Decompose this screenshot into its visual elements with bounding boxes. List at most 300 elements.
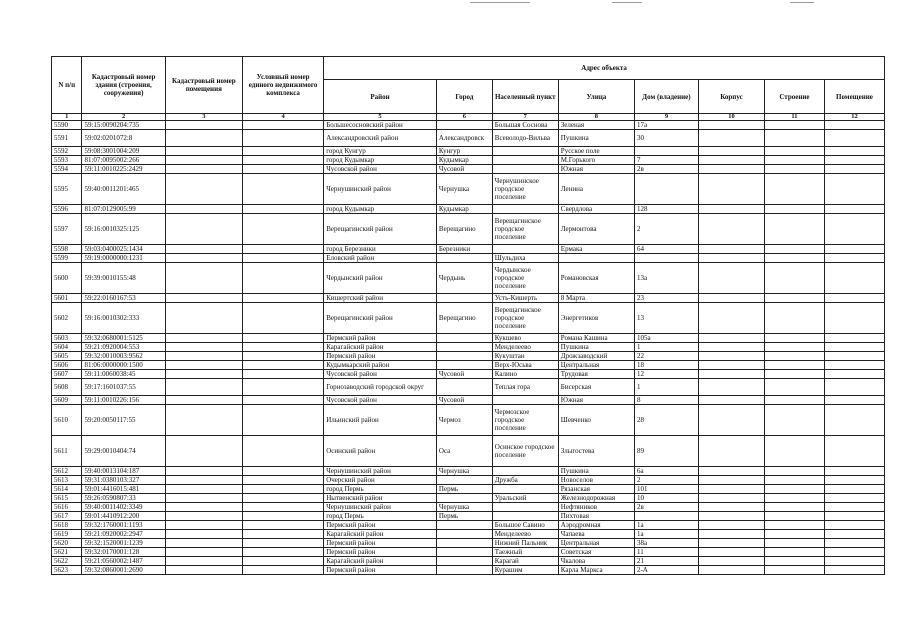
cell-cadastral-building: 59:20:0050117:55 [82,405,165,436]
cell-street: Пушкина [558,343,634,352]
cell-city: Чернушка [436,467,492,476]
cell-city: Кунгур [436,147,492,156]
cell-number: 5590 [52,121,82,130]
cell-cadastral-room [165,521,242,530]
cell-street: М.Горького [558,156,634,165]
table-row [52,494,885,503]
cell-house: 13 [634,303,698,334]
cell-district: Пермский район [324,566,437,575]
cell-cadastral-room [165,294,242,303]
cell-number: 5604 [52,343,82,352]
cell-building [764,254,824,263]
cell-cadastral-room [165,512,242,521]
cell-cadastral-building: 59:01:4416015:481 [82,485,165,494]
cell-settlement: Калино [492,370,558,379]
cell-premises [824,548,884,557]
cell-conditional-number [242,147,323,156]
cell-district: город Кунгур [324,147,437,156]
cell-conditional-number [242,485,323,494]
cell-settlement: Верещагинское городское поселение [492,214,558,245]
cell-korpus [698,205,764,214]
cell-cadastral-building: 81:06:0000000:1500 [82,361,165,370]
cell-building [764,548,824,557]
cell-street: Пихтовая [558,512,634,521]
table-row [52,557,885,566]
cell-conditional-number [242,156,323,165]
cell-premises [824,334,884,343]
cell-street: Аэродромная [558,521,634,530]
cell-district: город Березники [324,245,437,254]
cell-settlement: Менделеево [492,530,558,539]
cell-settlement: Большое Савино [492,521,558,530]
cell-korpus [698,130,764,147]
cell-city [436,254,492,263]
cell-premises [824,467,884,476]
table-row [52,503,885,512]
col-number: 11 [764,114,824,121]
table-row [52,245,885,254]
cell-street: Лермонтова [558,214,634,245]
cell-city [436,121,492,130]
cell-premises [824,494,884,503]
cell-district: Пермский район [324,539,437,548]
cell-number: 5611 [52,436,82,467]
cell-building [764,566,824,575]
cell-city [436,548,492,557]
table-row [52,263,885,294]
cell-number: 5607 [52,370,82,379]
cell-cadastral-building: 59:32:1760001:1193 [82,521,165,530]
cell-cadastral-building: 59:29:0010404:74 [82,436,165,467]
cell-premises [824,476,884,485]
cell-number: 5592 [52,147,82,156]
cell-street: Энергетиков [558,303,634,334]
cell-conditional-number [242,557,323,566]
table-row [52,205,885,214]
cell-number: 5616 [52,503,82,512]
cell-house: 89 [634,436,698,467]
cell-house: 18 [634,361,698,370]
cell-house: 2 [634,214,698,245]
cell-settlement: Всеволодо-Вильва [492,130,558,147]
col-number: 8 [558,114,634,121]
cell-cadastral-room [165,494,242,503]
cell-conditional-number [242,379,323,396]
cell-number: 5615 [52,494,82,503]
cell-house: 2-А [634,566,698,575]
cell-settlement [492,396,558,405]
cell-korpus [698,530,764,539]
cell-cadastral-building: 59:08:3001004:209 [82,147,165,156]
cell-city: Пермь [436,512,492,521]
table-row [52,130,885,147]
cell-district: Верещагинский район [324,303,437,334]
cell-house: 2в [634,165,698,174]
cell-city [436,476,492,485]
cell-settlement [492,467,558,476]
cell-korpus [698,476,764,485]
cell-district: город Пермь [324,512,437,521]
cell-settlement [492,147,558,156]
cell-cadastral-room [165,254,242,263]
cell-conditional-number [242,530,323,539]
cell-premises [824,379,884,396]
cell-cadastral-building: 59:11:0010225:2429 [82,165,165,174]
cell-settlement: Чермозское городское поселение [492,405,558,436]
cell-number: 5595 [52,174,82,205]
cell-city: Чердынь [436,263,492,294]
cell-district: город Пермь [324,485,437,494]
cell-conditional-number [242,343,323,352]
cell-building [764,467,824,476]
cell-cadastral-room [165,467,242,476]
cell-city: Чермоз [436,405,492,436]
cell-house: 22 [634,352,698,361]
cell-cadastral-building: 59:40:0011201:465 [82,174,165,205]
cell-conditional-number [242,174,323,205]
col-number: 6 [436,114,492,121]
cell-city: Верещагино [436,303,492,334]
cell-street: Романовская [558,263,634,294]
cell-city: Чернушка [436,174,492,205]
cell-house: 38а [634,539,698,548]
cell-korpus [698,294,764,303]
cell-premises [824,303,884,334]
cell-city [436,334,492,343]
cell-cadastral-building: 59:32:0010003:9562 [82,352,165,361]
cell-street: Шевченко [558,405,634,436]
cell-cadastral-room [165,530,242,539]
cell-conditional-number [242,130,323,147]
header-city: Город [436,80,492,114]
header-street: Улица [558,80,634,114]
cell-number: 5603 [52,334,82,343]
cell-korpus [698,343,764,352]
cell-number: 5600 [52,263,82,294]
cell-house: 1а [634,521,698,530]
cell-cadastral-building: 59:15:0090204:735 [82,121,165,130]
cell-korpus [698,165,764,174]
cell-korpus [698,174,764,205]
cell-street: Южная [558,165,634,174]
cell-building [764,503,824,512]
cell-conditional-number [242,494,323,503]
cell-premises [824,530,884,539]
cell-cadastral-room [165,165,242,174]
cell-district: Осинский район [324,436,437,467]
cell-number: 5591 [52,130,82,147]
cell-premises [824,165,884,174]
cell-cadastral-building: 59:40:0013104:187 [82,467,165,476]
table-row [52,165,885,174]
table-row [52,334,885,343]
cell-building [764,165,824,174]
cell-number: 5593 [52,156,82,165]
cell-korpus [698,566,764,575]
cell-korpus [698,254,764,263]
cell-cadastral-room [165,174,242,205]
cell-settlement: Менделеево [492,343,558,352]
cell-street: Ермака [558,245,634,254]
header-building: Строение [764,80,824,114]
cell-conditional-number [242,361,323,370]
cell-district: Чернушинский район [324,174,437,205]
table-row [52,214,885,245]
cell-house: 10 [634,494,698,503]
header-district: Район [324,80,437,114]
cell-street: Центральная [558,361,634,370]
cell-premises [824,436,884,467]
cell-conditional-number [242,370,323,379]
cell-premises [824,361,884,370]
cell-cadastral-building: 59:32:0170001:128 [82,548,165,557]
cell-premises [824,352,884,361]
table-row [52,254,885,263]
cell-number: 5619 [52,530,82,539]
table-row [52,476,885,485]
cell-conditional-number [242,436,323,467]
cell-building [764,539,824,548]
cell-number: 5612 [52,467,82,476]
cell-number: 5599 [52,254,82,263]
cell-korpus [698,352,764,361]
cell-cadastral-room [165,370,242,379]
cell-number: 5618 [52,521,82,530]
cell-street: Ленина [558,174,634,205]
cell-city [436,361,492,370]
cell-conditional-number [242,263,323,294]
cell-house: 28 [634,405,698,436]
cell-number: 5601 [52,294,82,303]
cell-street: 8 Марта [558,294,634,303]
cell-korpus [698,503,764,512]
cell-korpus [698,147,764,156]
cell-district: Горнозаводский городской округ [324,379,437,396]
table-row [52,396,885,405]
cell-number: 5602 [52,303,82,334]
cell-conditional-number [242,294,323,303]
cell-house: 7 [634,156,698,165]
cell-premises [824,566,884,575]
cell-house: 30 [634,130,698,147]
col-number: 4 [242,114,323,121]
table-row [52,370,885,379]
cell-korpus [698,467,764,476]
cell-korpus [698,263,764,294]
cell-district: Нытвенский район [324,494,437,503]
cell-settlement: Таежный [492,548,558,557]
cell-number: 5596 [52,205,82,214]
cell-premises [824,557,884,566]
col-number: 9 [634,114,698,121]
table-header [52,57,885,121]
cell-cadastral-building: 59:31:0380103:327 [82,476,165,485]
cell-conditional-number [242,539,323,548]
cell-premises [824,539,884,548]
cell-cadastral-room [165,503,242,512]
cell-premises [824,130,884,147]
cell-district: Еловский район [324,254,437,263]
cell-premises [824,294,884,303]
cell-city [436,379,492,396]
cell-district: Александровский район [324,130,437,147]
header-n: N п/п [52,57,82,114]
table-row [52,512,885,521]
cell-settlement [492,165,558,174]
cell-conditional-number [242,214,323,245]
cell-cadastral-room [165,263,242,294]
cell-street: Романа Кашина [558,334,634,343]
header-house: Дом (владение) [634,80,698,114]
cell-district: Карагайский район [324,557,437,566]
cell-settlement [492,512,558,521]
cell-korpus [698,436,764,467]
cell-house: 11 [634,548,698,557]
cell-settlement: Чернушинское городское поселение [492,174,558,205]
cell-settlement: Дружба [492,476,558,485]
cell-number: 5608 [52,379,82,396]
cell-district: Пермский район [324,352,437,361]
cell-number: 5610 [52,405,82,436]
cell-conditional-number [242,405,323,436]
cell-city: Верещагино [436,214,492,245]
cell-korpus [698,370,764,379]
cell-house [634,254,698,263]
cell-cadastral-room [165,485,242,494]
cell-cadastral-room [165,334,242,343]
cell-korpus [698,379,764,396]
cell-cadastral-building: 59:32:0680001:5125 [82,334,165,343]
cell-conditional-number [242,396,323,405]
cell-city: Кудымкар [436,156,492,165]
cell-house [634,174,698,205]
cell-cadastral-building: 59:40:0011402:3349 [82,503,165,512]
table-row [52,156,885,165]
cell-settlement: Карагай [492,557,558,566]
cell-settlement: Осинское городское поселение [492,436,558,467]
table-row [52,294,885,303]
col-number: 3 [165,114,242,121]
cell-cadastral-building: 59:17:1601037:55 [82,379,165,396]
cell-city [436,352,492,361]
cell-street: Центральная [558,539,634,548]
cell-premises [824,370,884,379]
cell-building [764,294,824,303]
table-row [52,530,885,539]
cell-number: 5605 [52,352,82,361]
cell-district: Верещагинский район [324,214,437,245]
table-row [52,361,885,370]
cell-street: Пушкина [558,130,634,147]
cell-number: 5617 [52,512,82,521]
cell-premises [824,343,884,352]
cell-cadastral-room [165,121,242,130]
cell-settlement: Большая Соснова [492,121,558,130]
cell-premises [824,405,884,436]
cell-house: 1 [634,343,698,352]
cell-korpus [698,214,764,245]
table-row [52,521,885,530]
cell-house: 21 [634,557,698,566]
cell-city: Чусовой [436,165,492,174]
cell-building [764,512,824,521]
cell-korpus [698,405,764,436]
cell-settlement: Чердынское городское поселение [492,263,558,294]
cell-city [436,294,492,303]
cell-settlement [492,485,558,494]
cell-district: Чернушинский район [324,503,437,512]
cell-city: Чернушка [436,503,492,512]
property-registry-table [51,56,885,575]
cell-settlement: Теплая гора [492,379,558,396]
table-row [52,548,885,557]
cell-street: Железнодорожная [558,494,634,503]
table-row [52,436,885,467]
table-row [52,485,885,494]
table-row [52,174,885,205]
cell-settlement [492,156,558,165]
table-row [52,343,885,352]
cell-korpus [698,557,764,566]
cell-number: 5598 [52,245,82,254]
cell-building [764,147,824,156]
cell-number: 5621 [52,548,82,557]
cell-korpus [698,521,764,530]
cell-house: 64 [634,245,698,254]
cell-cadastral-room [165,379,242,396]
cell-settlement: Верещагинское городское поселение [492,303,558,334]
table-row [52,539,885,548]
col-number: 10 [698,114,764,121]
cell-korpus [698,548,764,557]
cell-cadastral-building: 59:11:0010226:156 [82,396,165,405]
col-number: 7 [492,114,558,121]
cell-district: город Кудымкар [324,156,437,165]
cell-number: 5606 [52,361,82,370]
cell-street: Советская [558,548,634,557]
cell-building [764,205,824,214]
cell-building [764,361,824,370]
cell-house: 1а [634,530,698,539]
table-row [52,467,885,476]
cell-district: Очерский район [324,476,437,485]
cell-building [764,405,824,436]
cell-street: Зеленая [558,121,634,130]
cell-cadastral-room [165,214,242,245]
cell-cadastral-room [165,343,242,352]
cell-building [764,263,824,294]
cell-conditional-number [242,245,323,254]
cell-cadastral-room [165,245,242,254]
cell-building [764,174,824,205]
table-row [52,566,885,575]
cell-house: 12 [634,370,698,379]
cell-street: Пушкина [558,467,634,476]
cell-building [764,370,824,379]
cell-cadastral-room [165,205,242,214]
cell-building [764,121,824,130]
cell-premises [824,121,884,130]
cell-settlement: Кукшево [492,334,558,343]
cell-conditional-number [242,352,323,361]
cell-street: Злыгостева [558,436,634,467]
scan-edge-marks [0,0,905,10]
cell-street: Трудовая [558,370,634,379]
cell-cadastral-room [165,361,242,370]
cell-cadastral-building: 59:32:0860001:2690 [82,566,165,575]
cell-building [764,521,824,530]
cell-korpus [698,121,764,130]
